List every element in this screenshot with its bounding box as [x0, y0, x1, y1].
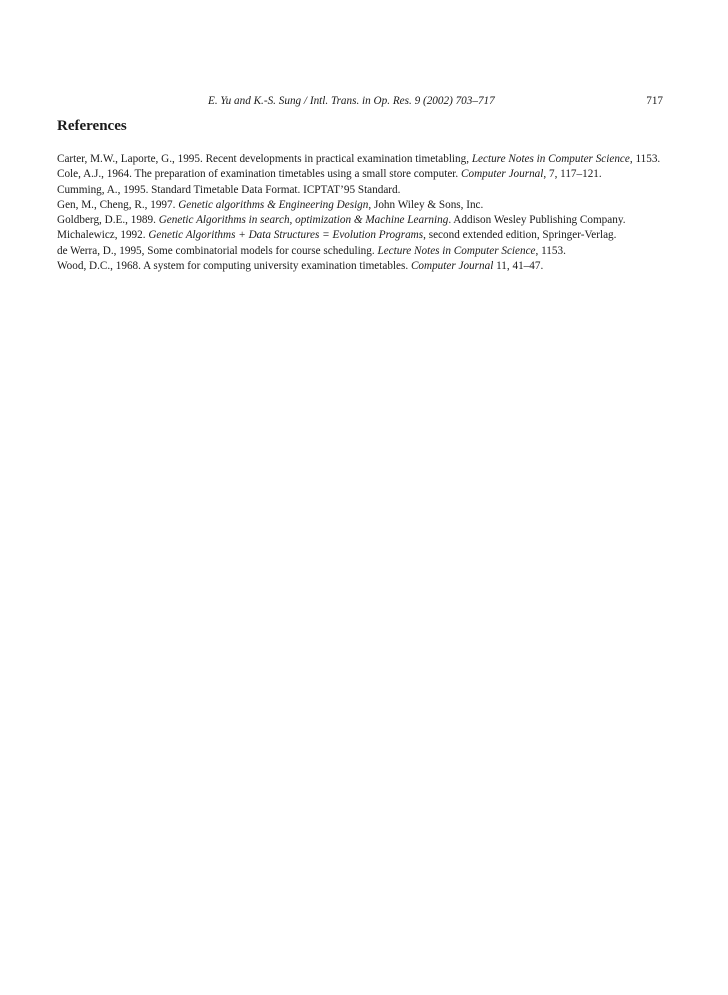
reference-text: de Werra, D., 1995, Some combinatorial models for course scheduling.	[57, 244, 378, 257]
reference-details: 11, 41–47.	[493, 260, 544, 273]
reference-item	[57, 198, 664, 213]
reference-item	[57, 167, 664, 182]
reference-source: Genetic Algorithms + Data Structures = Evolution Programs	[148, 229, 424, 242]
journal-citation: E. Yu and K.-S. Sung / Intl. Trans. in Op. Res. 9 (2002) 703–717	[208, 95, 495, 107]
reference-item	[57, 259, 664, 274]
reference-source: Lecture Notes in Computer Science	[377, 244, 536, 257]
reference-source: Genetic algorithms & Engineering Design	[178, 198, 369, 211]
reference-item	[57, 213, 664, 228]
reference-details: . Addison Wesley Publishing Company.	[448, 214, 626, 227]
reference-details: , 1153.	[535, 244, 566, 257]
reference-text: Cumming, A., 1995. Standard Timetable Data Format. ICPTAT’95 Standard.	[57, 183, 401, 196]
reference-details: , John Wiley & Sons, Inc.	[368, 198, 484, 211]
reference-details: , 1153.	[629, 153, 661, 165]
reference-source: Computer Journal	[461, 168, 544, 181]
reference-item	[57, 152, 664, 167]
reference-text: Carter, M.W., Laporte, G., 1995. Recent developments in practical examination timetabling,	[57, 153, 472, 165]
running-head	[57, 95, 664, 111]
reference-text: Wood, D.C., 1968. A system for computing university examination timetables.	[57, 260, 411, 273]
section-heading: References	[57, 118, 127, 134]
reference-source: Computer Journal	[410, 260, 494, 273]
reference-item	[57, 183, 664, 198]
reference-text: Michalewicz, 1992.	[57, 229, 149, 242]
reference-item	[57, 244, 664, 259]
page-number: 717	[646, 95, 663, 107]
reference-list	[57, 152, 664, 274]
reference-details: , second extended edition, Springer-Verlag.	[423, 229, 617, 242]
reference-details: , 7, 117–121.	[543, 168, 602, 181]
reference-text: Cole, A.J., 1964. The preparation of examination timetables using a small store computer.	[57, 168, 462, 181]
reference-text: Goldberg, D.E., 1989.	[57, 214, 159, 227]
reference-text: Gen, M., Cheng, R., 1997.	[57, 198, 179, 211]
reference-source: Lecture Notes in Computer Science	[471, 153, 630, 165]
reference-item	[57, 228, 664, 243]
reference-source: Genetic Algorithms in search, optimization & Machine Learning	[158, 214, 449, 227]
